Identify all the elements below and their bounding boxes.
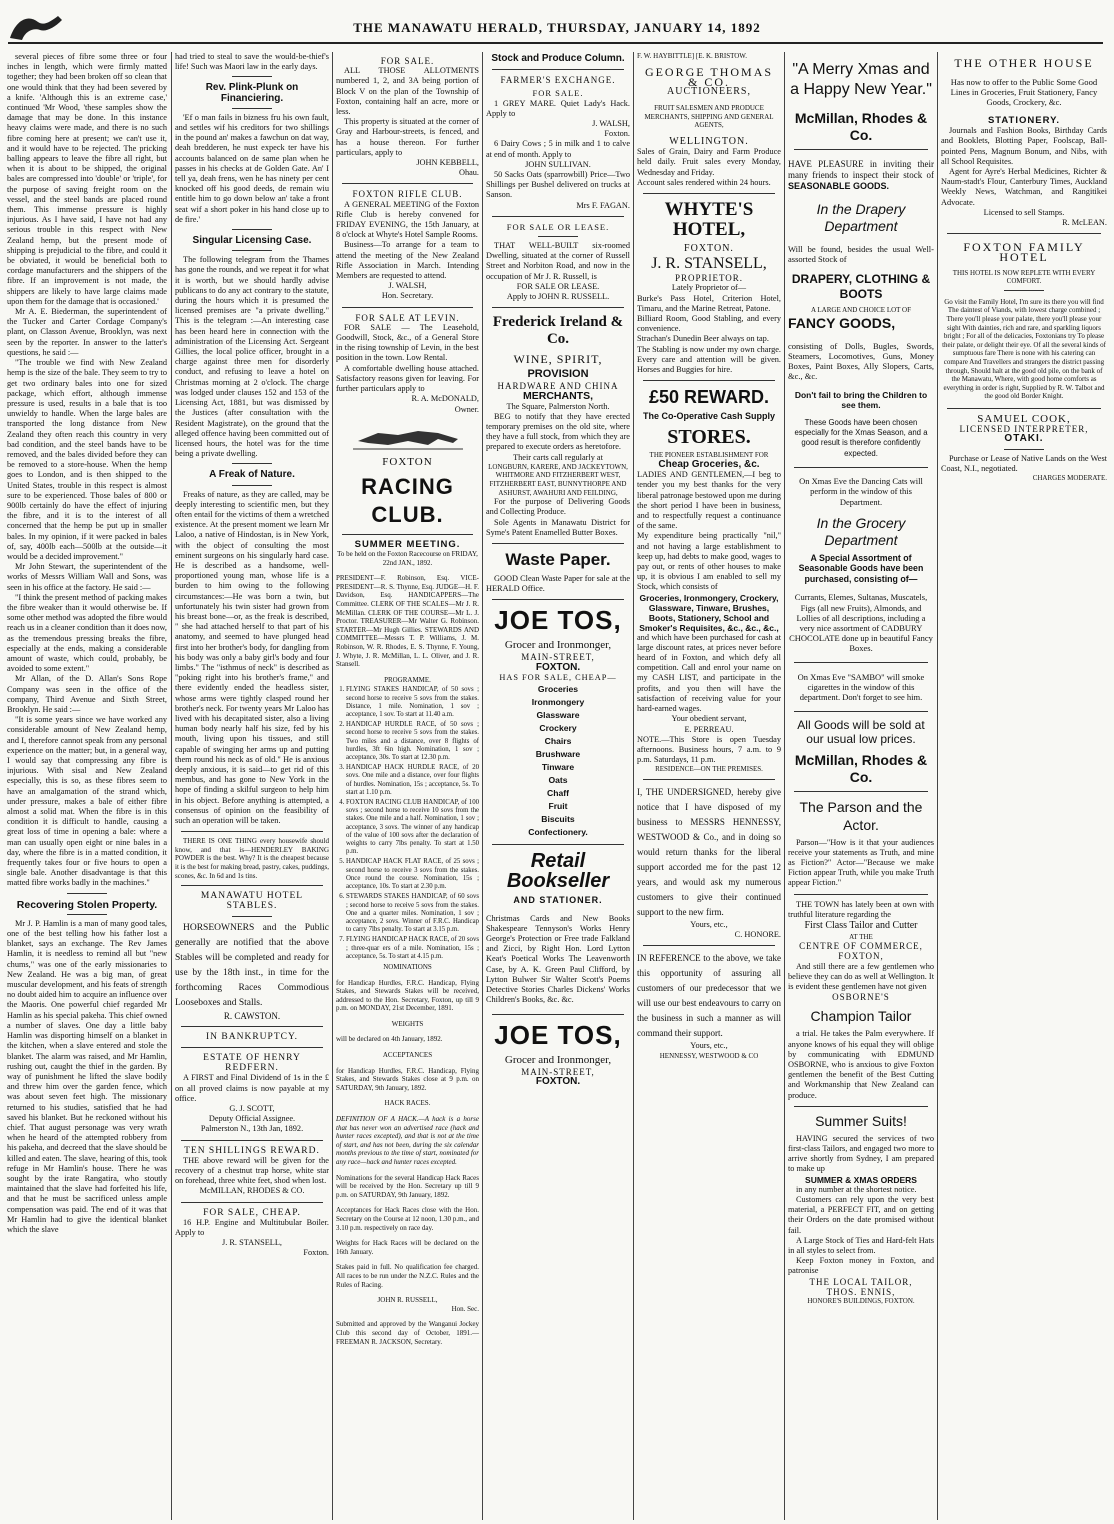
seasonable-goods-text: SEASONABLE GOODS. bbox=[788, 181, 890, 191]
notice-paragraph: for Handicap Hurdles, F.R.C. Handicap, Flying Stakes, and Stewards Stakes will be received, addressed to the Hon. Secretary, Foxton, up till 9 p.m. on MONDAY, 21st December, 1891. bbox=[336, 978, 479, 1013]
divider bbox=[232, 229, 272, 230]
signature: J. R. STANSELL, bbox=[222, 1238, 282, 1248]
street-line: MAIN-STREET, bbox=[521, 652, 595, 663]
signature: G. J. SCOTT, bbox=[229, 1104, 275, 1114]
race-item: 2. HANDICAP HURDLE RACE, of 50 sovs ; second horse to receive 5 sovs from the stakes. Two miles and a distance, over 8 flights of hurdles, 3ft 6in high. Nomination, 1 sov ; acceptance, 30s. To start at 12.30 p.m. bbox=[346, 721, 479, 762]
pioneer-line: THE PIONEER ESTABLISHMENT FOR bbox=[649, 451, 769, 460]
race-list bbox=[336, 686, 479, 961]
signature-title: Hon. Sec. bbox=[451, 1304, 479, 1313]
divider bbox=[181, 885, 323, 886]
divider bbox=[181, 831, 323, 832]
signature: R. McLEAN. bbox=[1062, 218, 1107, 228]
joe-tos-title: JOE TOS, bbox=[494, 1019, 622, 1050]
column-3 bbox=[333, 52, 482, 1520]
signature-place: Ohau. bbox=[458, 168, 479, 178]
goods-item: Biscuits bbox=[541, 814, 575, 825]
notice-paragraph: for Handicap Hurdles, F.R.C. Handicap, Flying Stakes, and Stewards Stakes close at 9 p.m. on SATURDAY, 9th January, 1892. bbox=[336, 1066, 479, 1092]
divider bbox=[232, 916, 272, 917]
provision-line: PROVISION bbox=[527, 368, 589, 381]
hack-races-title: HACK RACES. bbox=[384, 1099, 431, 1108]
headline-hotel-stables: MANAWATU HOTEL STABLES. bbox=[200, 891, 304, 912]
hotel-replete-line: THIS HOTEL IS NOW REPLETE WITH EVERY COMFORT. bbox=[952, 268, 1096, 286]
reward-notice: THE above reward will be given for the recovery of a chestnut trap horse, white star on forehead, three white feet, shod when lost. bbox=[175, 1155, 329, 1186]
fifty-pound-reward-title: £50 REWARD. bbox=[648, 387, 770, 408]
notice-paragraph: THAT WELL-BUILT six-roomed Dwelling, situated at the corner of Russell Street and Norbiton Road, and now in the occupation of Mr J. R. Russell, is bbox=[486, 241, 630, 281]
notice-paragraph: FOR SALE OR LEASE. bbox=[516, 281, 600, 291]
signature: J. WALSH, bbox=[388, 281, 427, 291]
goods-item: Crockery bbox=[539, 723, 577, 734]
article-paragraph: Mr Allan, of the D. Allan's Sons Rope Company was seen in the office of the company, Third Avenue and Sixth Street, Brooklyn. He said :— bbox=[7, 674, 167, 714]
divider bbox=[67, 893, 107, 894]
meeting-date: To be held on the Foxton Racecourse on FRIDAY, 22nd JAN., 1892. bbox=[337, 550, 478, 567]
summer-meeting-title: SUMMER MEETING. bbox=[354, 538, 461, 550]
signature: JOHN KEBBELL, bbox=[416, 158, 479, 168]
notice-paragraph: in any number at the shortest notice. bbox=[796, 1184, 917, 1194]
goods-item: Groceries bbox=[537, 684, 579, 695]
grocery-department-title: In the Grocery Department bbox=[816, 515, 906, 549]
notice-paragraph: Journals and Fashion Books, Birthday Cards and Booklets, Blotting Paper, Foolscap, Ball-pointed Pens, Magnum Bonum, and Nibs, with all School Requisites. bbox=[941, 126, 1107, 166]
sambo-notice: On Xmas Eve "SAMBO" will smoke cigarettes in the window of this department. Don't forget to see him. bbox=[797, 671, 925, 702]
signature-line: Your obedient servant, bbox=[671, 714, 747, 724]
parson-actor-title: The Parson and the Actor. bbox=[799, 798, 923, 833]
divider bbox=[492, 307, 624, 308]
drapery-department-title: In the Drapery Department bbox=[816, 201, 906, 234]
article-paragraph: Mr John Stewart, the superintendent of the works of Messrs William Wall and Sons, was seen in his office at the factory. He said :— bbox=[7, 562, 167, 592]
notice-paragraph: LADIES AND GENTLEMEN,—I beg to tender you my best thanks for the very liberal patronage bestowed upon me during the short period I have been in business, and to respectfully request a continuance of the same. bbox=[637, 470, 782, 531]
fancy-goods-title: FANCY GOODS, bbox=[788, 315, 896, 331]
article-paragraph: had tried to steal to save the would-be-thief's life! Such was Maori law in the early days. bbox=[175, 52, 329, 72]
family-hotel-title: FOXTON FAMILY HOTEL bbox=[963, 240, 1085, 265]
divider bbox=[1004, 290, 1044, 291]
column-6 bbox=[785, 52, 937, 1520]
race-item: 1. FLYING STAKES HANDICAP, of 50 sovs ; second horse to receive 5 sovs from the stakes. Distance, 1 mile. Nomination, 1 sov ; acceptance, 1 sov. To start at 11.40 a.m. bbox=[346, 686, 479, 719]
interpreter-line: LICENSED INTERPRETER, bbox=[959, 424, 1089, 435]
notice-paragraph: I, THE UNDERSIGNED, hereby give notice that I have disposed of my business to MESSRS HENNESSY, WESTWOOD & Co., and in doing so would return thanks for the liberal support accorded me for the past 12 years, and would ask my numerous customers to give their continued support to the new firm. bbox=[637, 786, 781, 917]
signature: JOHN SULLIVAN. bbox=[525, 159, 591, 169]
divider bbox=[67, 914, 107, 915]
goods-item: Ironmongery bbox=[531, 697, 585, 708]
notice-paragraph: Strachan's Dunedin Beer always on tap. bbox=[637, 334, 769, 344]
signature: R. A. McDONALD, bbox=[411, 394, 479, 404]
masthead-title: THE MANAWATU HERALD, THURSDAY, JANUARY 14, 1892 bbox=[353, 20, 761, 35]
notice-paragraph: Lately Proprietor of— bbox=[671, 283, 747, 293]
foxton-line: FOXTON. bbox=[684, 243, 734, 254]
notice-paragraph: IN REFERENCE to the above, we take this opportunity of assuring all customers of our predecessor that we will use our best endeavours to carry on the business in such a manner as will command their support. bbox=[637, 953, 781, 1039]
residence-line: RESIDENCE—ON THE PREMISES. bbox=[655, 765, 763, 774]
nominations-title: NOMINATIONS bbox=[383, 962, 432, 971]
headline-licensing-case: Singular Licensing Case. bbox=[192, 235, 312, 247]
notice-paragraph: For the purpose of Delivering Goods and Collecting Produce. bbox=[486, 497, 630, 517]
town-line: FOXTON. bbox=[535, 1075, 581, 1087]
cheap-groceries-line: Cheap Groceries, &c. bbox=[658, 459, 760, 471]
notice-paragraph: 50 Sacks Oats (sparrowbill) Price—Two Shillings per Bushel delivered on trucks at Sanson. bbox=[486, 170, 630, 200]
divider bbox=[181, 1026, 323, 1027]
masthead bbox=[0, 0, 1114, 52]
signature-place: Foxton. bbox=[303, 1248, 329, 1258]
notice-paragraph: Their carts call regularly at bbox=[513, 452, 603, 462]
other-house-title: THE OTHER HOUSE bbox=[954, 56, 1094, 70]
notice-paragraph: Purchase or Lease of Native Lands on the West Coast, N.I., negotiated. bbox=[941, 453, 1107, 473]
divider bbox=[794, 149, 928, 150]
signature: R. CAWSTON. bbox=[223, 1010, 281, 1021]
notice-paragraph: NOTE.—This Store is open Tuesday afternoons. Business hours, 7 a.m. to 9 p.m. Saturdays, 11 p.m. bbox=[637, 734, 781, 765]
goods-item: Confectionery. bbox=[528, 827, 588, 838]
notice-paragraph: FRUIT SALESMEN AND PRODUCE MERCHANTS, SHIPPING AND GENERAL AGENTS, bbox=[644, 104, 774, 130]
notice-paragraph: Account sales rendered within 24 hours. bbox=[637, 177, 771, 187]
notice-paragraph: Weights for Hack Races will be declared on the 16th January. bbox=[336, 1239, 479, 1256]
proprietor-name: J. R. STANSELL, bbox=[651, 255, 767, 273]
champion-tailor-title: Champion Tailor bbox=[810, 1008, 912, 1025]
column-1 bbox=[4, 52, 170, 1520]
goods-item: Brushware bbox=[535, 749, 581, 760]
goods-list bbox=[486, 683, 630, 839]
assortment-line: A Special Assortment of Seasonable Goods have been purchased, consisting of— bbox=[798, 553, 924, 584]
signature-title: Deputy Official Assignee. bbox=[208, 1114, 296, 1124]
hardware-line: HARDWARE AND CHINA bbox=[497, 381, 619, 392]
headline-sale-levin: FOR SALE AT LEVIN. bbox=[355, 312, 460, 323]
merry-xmas-title: "A Merry Xmas and a Happy New Year." bbox=[790, 61, 932, 98]
racing-club-title: RACING CLUB. bbox=[361, 473, 454, 527]
signature-date: Palmerston N., 13th Jan, 1892. bbox=[200, 1124, 304, 1134]
article-paragraph: Mr J. P. Hamlin is a man of many good tales, one of the best telling how his father lost a blanket, says an exchange. The Rev James Hamlin, it is needless to remind all but "new chums," was one of the early missionaries to New Zealand. He was a big man, of great muscular development, and his feats of strength no doubt aided him to acquire an influence over the Maoris. One powerful chief regarded Mr Hamlin as his special pakeha. This chief owned a number of slaves. One day a little baby Hamlin was disporting himself on a blanket in the kitchen, when a slave entered and stole the blanket. The alarm was raised, and Mr Hamlin, rushing out, caught the thief in the garden. By way of punishment he lifted the slave bodily and threw him over the garden fence, which was about seven feet high. The missionary returned to his studies, satisfied that he had saved his blanket. But he reckoned without his chief. That august personage was very wrath when he heard of the attempted robbery from his pakeha, and decreed that the slave should be killed and eaten. The slave, hearing of this, took refuge in Mr Hamlin's house. There he was sought by the irate Rangatira, who stoutly maintained that the slave had forfeited his life, and that he must be sacrificed unless ample compensation was paid. The end of it was that Mr Hamlin had to give the identical blanket which the slave bbox=[7, 918, 167, 1234]
notice-paragraph: 6 Dairy Cows ; 5 in milk and 1 to calve at end of month. Apply to bbox=[486, 139, 630, 159]
goods-item: Tinware bbox=[541, 762, 575, 773]
article-paragraph: "I think the present method of packing makes the fibre weaker than it would otherwise be. If some other method was adopted the fibre would reach us in a cleaner condition than it does now, as the tremendous pressing breaks the fibre, especially at the ends, making a considerable amount of waste, which could, probably, be avoided to some extent." bbox=[7, 592, 167, 674]
notice-paragraph: Agent for Ayre's Herbal Medicines, Richter & Naum-stadt's Flour, Canterbury Times, Auckland Weekly News, Watchman, and Rangitikei Advocate. bbox=[941, 167, 1107, 207]
notice-paragraph: Currants, Elemes, Sultanas, Muscatels, Figs (all new Fruits), Almonds, and Lollies of all descriptions, including a very nice assortment of CADBURY CHOCOLATE done up in beautiful Fancy Boxes. bbox=[789, 592, 933, 654]
notice-paragraph: Sales of Grain, Dairy and Farm Produce held daily. Fruit sales every Monday, Wednesday and Friday. bbox=[637, 147, 781, 177]
auctioneers-line: AUCTIONEERS, bbox=[667, 86, 751, 97]
divider bbox=[232, 108, 272, 109]
acceptances-title: ACCEPTANCES bbox=[382, 1051, 433, 1060]
race-item: 4. FOXTON RACING CLUB HANDICAP, of 100 sovs ; second horse to receive 10 sovs from the stakes. One mile and a half. Nomination, 1 sov ; acceptance, 3 sovs. The winner of any handicap of the value of 100 sovs after the declaration of weights to carry 7lbs penalty. To start at 1.50 p.m. bbox=[346, 799, 479, 856]
race-item: 6. STEWARDS STAKES HANDICAP, of 60 sovs ; second horse to receive 5 sovs from the stakes. One and a quarter miles. Nomination, 1 sov ; acceptance, 2 sovs. Winner of F.R.C. Handicap to carry 7lbs penalty. To start at 3.15 p.m. bbox=[346, 893, 479, 934]
town-line: FOXTON. bbox=[535, 661, 581, 673]
delivery-places: LONGBURN, KARERE, AND JACKEYTOWN, WHITMORE AND FITZHERBERT WEST, FITZHERBERT EAST, BUNNYTHORPE AND ASHURST, AWAHURI AND FEILDING, bbox=[488, 462, 628, 497]
hack-definition: DEFINITION OF A HACK.—A hack is a horse that has never won an advertised race (hack and hunter races excepted), and that is not at the time of start, and has not been, during the six calendar months previous to the time of start, nominated for any race—hack and hunter races excepted. bbox=[336, 1115, 479, 1167]
divider bbox=[492, 1014, 624, 1015]
divider bbox=[492, 599, 624, 600]
headline-stolen-property: Recovering Stolen Property. bbox=[16, 898, 158, 911]
for-sale-title: FOR SALE. bbox=[532, 88, 584, 99]
hotel-verse: Go visit the Family Hotel, I'm sure its there you will find The daintest of Viands, with lowest charge combined ; There you'll please your palate, there you'll please your sight With dainties, rich and rare, and sparkling liquors bright ; For all of the delicacies, Foxtonians try To please their palate, or delight their eye. Of all the several kinds of sumptuous fare There is none with his catering can compare And Travellers and strangers the district passing through, Should halt at the good old pile, on the bank of the Manawatu, Where, with good home comforts as everything in order is right, Supplied by R. W. Talbot and the good old Border Knight. bbox=[942, 297, 1106, 401]
book-list: Christmas Cards and New Books Shakespeare Tennyson's Works Henry George's Protection or Free trade Falkland and Zicci, by Right Hon. Lord Lytton Keat's Poetical Works The Leavenworth Case, by A. K. Green Paul Clifford, by Lytton Bulwer Sir Walter Scott's Poems Detective Stories Charles Dickens' Works Children's Books, &c. &c. bbox=[486, 913, 630, 1005]
article-paragraph: 'Ef o man fails in bizness fru his own fault, and settles wif his creditors for two shillings in the pound an' makes a fawchun on dat way, deah bredderen, he nust expeck ter have his accounts balanced on de same plan when he passes in his checks at de Golden Gate. An' I tell ya, deah frens, wen he has ninety per cent knocked off his good deeds, de remain wiu entitle him to go down below an' take a front seat wif a short poker in his hand close up to de fire.' bbox=[175, 112, 329, 224]
goods-item: Oats bbox=[548, 775, 568, 786]
article-paragraph: "It is some years since we have worked any considerable amount of New Zealand hemp, and I, therefore cannot speak from any personal experience on the matter; but, in a general way, I would say that compressing any fibre is injurious. With sisal and New Zealand especially, this is so, as these fibres seem to have an amalgamation of the strand which, under pressure, makes a bale of either fibre almost a solid mat. When the fibre is in this condition it is difficult to handle, causing a great loss of time in opening a bale: where a man can usually open eight or nine bales in a day, where the fibre is in a matted condition, it frequently takes four or five hours to open a single bale. Another disadvantage is that this matted fibre works badly in the machines." bbox=[7, 715, 167, 888]
first-class-tailor-line: First Class Tailor and Cutter bbox=[804, 920, 918, 932]
divider bbox=[643, 945, 775, 946]
dancing-cats-notice: On Xmas Eve the Dancing Cats will perform in the window of this Department. bbox=[799, 476, 923, 507]
divider bbox=[492, 844, 624, 845]
notice-paragraph: A comfortable dwelling house attached. Satisfactory reasons given for leaving. For further particulars apply to bbox=[336, 363, 479, 394]
osbornes-line: OSBORNE'S bbox=[832, 992, 890, 1003]
invitation-text: HAVE PLEASURE in inviting their many friends to inspect their stock of bbox=[788, 159, 934, 180]
notice-paragraph: a trial. He takes the Palm everywhere. If anyone knows of his equal they will oblige by communicating with EDMUND OSBORNE, who is anxious to give Foxton gentlemen the benefit of the Best Cutting and Workmanship that New Zealand can produce. bbox=[788, 1029, 934, 1100]
signature-line: Yours, etc., bbox=[690, 1041, 728, 1051]
headline-reward: TEN SHILLINGS REWARD. bbox=[184, 1145, 320, 1156]
divider bbox=[794, 467, 928, 468]
coop-line: The Co-Operative Cash Supply bbox=[642, 411, 776, 422]
agents-names: F. W. HAYBITTLE] [E. K. BRISTOW. bbox=[637, 52, 748, 60]
signature: E. PERREAU. bbox=[684, 724, 734, 734]
column-7 bbox=[938, 52, 1110, 1520]
sale-or-lease-title: FOR SALE OR LEASE. bbox=[506, 221, 610, 232]
article-paragraph: "The trouble we find with New Zealand hemp is the size of the bale. They seem to try to get two ordinary bales into one for sized package, which effort, although immense pressure is used, results in a bale that is too unwieldy to handle. When the large bales are transported the long distance from New Zealand they often reach this country in very bad condition, and the steel bands have to be removed, and the bales divided before they can be removed to a store-house. When the hemp goes to London, and is then shipped to the United States, trouble in this respect is almost sure to be experienced. Those bales of 800 or 900lb certainly do have the effect of injuring the fibre, and it is to the interest of all concerned that the hemp be put up in smaller bales. In my opinion, if it were packed in bales of, say, 400lb each—500lb at the outside—it would be a decided improvement." bbox=[7, 358, 167, 561]
mcmillan-rhodes-title: McMillan, Rhodes & Co. bbox=[794, 751, 928, 785]
headline-stock-produce: Stock and Produce Column. bbox=[491, 53, 625, 64]
divider bbox=[643, 380, 775, 381]
divider bbox=[794, 894, 928, 895]
notice-paragraph: Burke's Pass Hotel, Criterion Hotel, Timaru, and the Marine Retreat, Patone. bbox=[637, 293, 781, 313]
centre-commerce-line: CENTRE OF COMMERCE, FOXTON, bbox=[799, 941, 923, 962]
mcmillan-rhodes-title: McMillan, Rhodes & Co. bbox=[794, 110, 928, 143]
divider bbox=[643, 779, 775, 780]
divider bbox=[947, 233, 1101, 234]
notice-paragraph: will be declared on 4th January, 1892. bbox=[336, 1035, 443, 1044]
divider bbox=[794, 1106, 928, 1107]
goods-item: Fruit bbox=[548, 801, 568, 812]
notice-paragraph: Submitted and approved by the Wanganui Jockey Club this second day of October, 1891.—FREEMAN R. JACKSON, Secretary. bbox=[336, 1320, 479, 1346]
notice-paragraph: Acceptances for Hack Races close with the Hon. Secretary on the Course at 12 noon, 1.30 p.m., and 3.10 p.m. respectively on race day. bbox=[336, 1206, 479, 1232]
merchants-line: MERCHANTS, bbox=[523, 390, 593, 403]
signature: Mrs F. FAGAN. bbox=[576, 200, 630, 210]
drapery-clothing-boots-title: DRAPERY, CLOTHING & BOOTS bbox=[791, 272, 931, 302]
notice-paragraph: ALL THOSE ALLOTMENTS numbered 1, 2, and 3A being portion of Block V on the plan of the Township of Foxton, containing half an acre, more or less. bbox=[336, 66, 479, 117]
waste-paper-title: Waste Paper. bbox=[505, 550, 611, 570]
usual-low-prices-title: All Goods will be sold at our usual low prices. bbox=[797, 717, 925, 746]
notice-paragraph: Keep Foxton money in Foxton, and patronise bbox=[788, 1256, 934, 1276]
divider bbox=[492, 69, 624, 70]
notice-paragraph: Customers can rely upon the very best material, a PERFECT FIT, and on getting their Orders on the date promised without fail. bbox=[788, 1195, 934, 1235]
goods-item: Glassware bbox=[536, 710, 580, 721]
stores-title: STORES. bbox=[667, 426, 751, 449]
proprietor-line: PROPRIETOR. bbox=[674, 273, 744, 284]
goods-list: Groceries, Ironmongery, Crockery, Glassware, Tinware, Brushes, Boots, Stationery, School and Smoker's Requisites, &c., &c., &c., bbox=[639, 592, 779, 633]
goods-item: Chairs bbox=[544, 736, 572, 747]
divider bbox=[947, 408, 1101, 409]
retail-bookseller-title: Retail Bookseller bbox=[506, 850, 610, 893]
divider bbox=[232, 76, 272, 77]
frederick-ireland-title: Frederick Ireland & Co. bbox=[492, 314, 624, 348]
notice-paragraph: A Large Stock of Ties and Hard-felt Hats in all styles to select from. bbox=[788, 1235, 934, 1256]
notice-paragraph: Nominations for the several Handicap Hack Races will be received by the Hon. Secretary up till 9 p.m. on SATURDAY, 9th January, 1892. bbox=[336, 1173, 479, 1199]
divider bbox=[492, 543, 624, 544]
racehorse-icon bbox=[348, 421, 468, 451]
notice-paragraph: GOOD Clean Waste Paper for sale at the HERALD Office. bbox=[486, 574, 630, 594]
notice-paragraph: Apply to JOHN R. RUSSELL. bbox=[506, 292, 610, 302]
wellington-line: WELLINGTON. bbox=[669, 135, 749, 147]
divider bbox=[1004, 449, 1044, 450]
notice-paragraph: Sole Agents in Manawatu District for Syme's Patent Enamelled Butter Boxes. bbox=[486, 517, 630, 537]
engine-notice: 16 H.P. Engine and Multitubular Boiler. Apply to bbox=[175, 1217, 329, 1238]
notice-paragraph: This property is situated at the corner of Gray and Harbour-streets, is fenced, and has a house thereon. For further particulars, apply to bbox=[336, 117, 479, 157]
race-item: 7. FLYING HANDICAP HACK RACE, of 20 sovs ; three-quar ers of a mile. Nomination, 15s ; acceptance, 5s. To start at 4.15 p.m. bbox=[346, 936, 479, 961]
masthead-rule bbox=[8, 42, 1103, 44]
signature: JOHN R. RUSSELL, bbox=[377, 1296, 438, 1305]
headline-for-sale-cheap: FOR SALE, CHEAP. bbox=[203, 1207, 301, 1218]
club-officers: PRESIDENT—F. Robinson, Esq. VICE-PRESIDENT—R. S. Thynne, Esq. JUDGE—H. F. Davidson, Esq. HANDICAPPERS—The Committee. CLERK OF THE SCALES—Mr J. R. McMillan. CLERK OF THE COURSE—Mr L. J. Proctor. TREASURER—Mr Walter G. Robinson. STARTER—Mr Hugh Gillies. STEWARDS AND COMMITTEE—Messrs T. P. Williams, J. M. Robinson, W. R. Rhodes, E. S. Thynne, F. Young, J. Whyte, J. R. McMillan, L. L. Oliver, and J. R. Stansell. bbox=[336, 574, 479, 669]
has-for-sale-line: HAS FOR SALE, CHEAP— bbox=[499, 672, 617, 682]
notice-paragraph: consisting of Dolls, Bugles, Swords, Steamers, Locomotives, Guns, Money Boxes, Paint Boxes, Ally Slopers, Carts, &c., &c. bbox=[788, 340, 934, 382]
divider bbox=[538, 236, 578, 237]
weights-title: WEIGHTS bbox=[391, 1019, 424, 1028]
ennis-line: THOS. ENNIS, bbox=[826, 1286, 896, 1297]
notice-paragraph bbox=[788, 159, 934, 192]
racing-club-town: FOXTON bbox=[382, 455, 433, 468]
divider bbox=[342, 183, 473, 184]
race-item: 5. HANDICAP HACK FLAT RACE, of 25 sovs ; second horse to receive 3 sovs from the stakes. Once round the course. Nomination, 15s ; acceptance, 10s. To start at 2.30 p.m. bbox=[346, 858, 479, 891]
headline-rifle-club: FOXTON RIFLE CLUB. bbox=[352, 189, 463, 200]
whytes-hotel-title: WHYTE'S HOTEL, bbox=[664, 199, 754, 240]
signature-title: Owner. bbox=[454, 404, 479, 414]
notice-paragraph: THE TOWN has lately been at own with truthful literature regarding the bbox=[788, 899, 934, 919]
signature: C. HONORE. bbox=[734, 930, 781, 940]
notice-paragraph: Business—To arrange for a team to attend the meeting of the New Zealand Rifle Association in March. Intending Members are requested to attend. bbox=[336, 240, 479, 281]
article-paragraph: Mr A. E. Biederman, the superintendent of the Tucker and Carter Cordage Company's plant, on Classon Avenue, Brooklyn, was next seen by the reporter. In answer to the latter's questions, he said :— bbox=[7, 307, 167, 357]
at-the-line: AT THE bbox=[849, 932, 873, 941]
signature-line: Yours, etc., bbox=[690, 919, 728, 929]
notice-paragraph: HAVING secured the services of two first-class Tailors, and engaged two more to arrive shortly from Sydney, I am prepared to make up bbox=[788, 1133, 934, 1174]
divider bbox=[794, 791, 928, 792]
column-5 bbox=[634, 52, 784, 1520]
article-paragraph: The following telegram from the Thames has gone the rounds, and we repeat it for what it is worth, but we should hardly advise publicans to do any act contrary to the statute, during the hours which it is presumed the licensed premises are "a private dwelling." This is the telegram :—An interesting case has been heard here in connection with the administration of the Licensing Act. Sergeant Gillies, the local police officer, brought in a charge against three men for disorderly conduct, and refusing to leave a hotel on Christmas morning at 2 o'clock. The charge was lodged under clauses 152 and 153 of the Licensing Act, 1881, but was dismissed by the Justices (after consultation with the Resident Magistrate), on the ground that the alleged offence having been committed out of licensed hours, the hotel was for the time being a private dwelling. bbox=[175, 255, 329, 459]
divider bbox=[794, 662, 928, 663]
notice-paragraph: Parson—"How is it that your audiences receive your statements as Truth, and mine as Fiction?" Actor—"Because we make Fiction appear Truth, while you make Truth appear Fiction." bbox=[788, 837, 934, 888]
column-4 bbox=[483, 52, 633, 1520]
signature: J. WALSH, bbox=[592, 119, 630, 129]
george-thomas-title: GEORGE THOMAS & CO. bbox=[644, 64, 774, 89]
summer-orders-line: SUMMER & XMAS ORDERS bbox=[805, 1174, 917, 1185]
local-tailor-line: THE LOCAL TAILOR, bbox=[809, 1276, 913, 1287]
signature-place: Foxton. bbox=[604, 129, 630, 139]
divider bbox=[181, 1202, 323, 1203]
notice-paragraph: My expenditure being practically "nil," and not having a large establishment to keep up, had debts to make good, wages to pay out, or rents of other houses to make up, it is obvious I am enabled to sell my Stock, which consists of bbox=[637, 531, 781, 592]
large-lot-line: A LARGE AND CHOICE LOT OF bbox=[810, 306, 911, 315]
notice-paragraph: And still there are a few gentlemen who believe they can do as well at Wellington. It is evident these gentlemen have not given bbox=[788, 961, 934, 991]
signature: HENNESSY, WESTWOOD & CO bbox=[659, 1051, 759, 1060]
race-item: 3. HANDICAP HACK HURDLE RACE, of 20 sovs. One mile and a distance, over four flights of hurdles. Nomination, 15s ; acceptance, 5s. To start at 1.10 p.m. bbox=[346, 764, 479, 797]
stationer-line: AND STATIONER. bbox=[513, 895, 603, 906]
summer-suits-title: Summer Suits! bbox=[815, 1112, 907, 1129]
headline-estate: ESTATE OF HENRY REDFERN. bbox=[203, 1053, 301, 1074]
goods-item: Chaff bbox=[547, 788, 569, 799]
notice-paragraph: FOR SALE — The Leasehold, Goodwill, Stock, &c., of a General Store in the rising township of Levin, in the best position in the town. Low Rental. bbox=[336, 322, 479, 363]
samuel-cook-title: SAMUEL COOK, bbox=[977, 412, 1071, 425]
divider bbox=[232, 250, 272, 251]
grocer-line: Grocer and Ironmonger, bbox=[504, 639, 612, 652]
divider bbox=[232, 485, 272, 486]
divider bbox=[643, 193, 775, 194]
divider bbox=[492, 216, 624, 217]
charges-line: CHARGES MODERATE. bbox=[1032, 473, 1107, 482]
headline-for-sale: FOR SALE. bbox=[380, 56, 435, 66]
divider bbox=[181, 1140, 323, 1141]
divider bbox=[232, 463, 272, 464]
headline-bankruptcy: IN BANKRUPTCY. bbox=[206, 1031, 298, 1042]
programme-title: PROGRAMME. bbox=[384, 675, 431, 684]
headline-plink-plunk: Rev. Plink-Plunk on Financiering. bbox=[205, 82, 299, 104]
divider bbox=[342, 534, 473, 535]
notice-paragraph: 1 GREY MARE. Quiet Lady's Hack. Apply to bbox=[486, 98, 630, 118]
signature: McMILLAN, RHODES & CO. bbox=[199, 1186, 305, 1196]
stationery-title: STATIONERY. bbox=[987, 115, 1061, 126]
stables-notice: HORSEOWNERS and the Public generally are notified that the above Stables will be completed and ready for use by the 18th inst., in time for the forthcoming Races Commodious Looseboxes and Stalls. bbox=[175, 922, 329, 1008]
notice-paragraph: Has now to offer to the Public Some Good Lines in Groceries, Fruit Stationery, Fancy Goods, Crockery, &c. bbox=[950, 76, 1098, 108]
baking-powder-notice: THERE IS ONE THING every housewife should know, and that is—HENDERLEY BAKING POWDER is the best. Why? It is the cheapest because it is the best for making bread, pastry, cakes, puddings, scones, &c. In 6d and 1s tins. bbox=[175, 837, 329, 880]
street-line: MAIN-STREET, bbox=[521, 1066, 595, 1077]
otaki-line: OTAKI. bbox=[1004, 433, 1044, 445]
wine-spirit-line: WINE, SPIRIT, bbox=[513, 352, 603, 367]
address-line: The Square, Palmerston North. bbox=[506, 401, 610, 411]
stamps-line: Licensed to sell Stamps. bbox=[983, 207, 1065, 217]
notice-paragraph: and which have been purchased for cash at large discount rates, at prices never before heard of in Foxton, and which defy all competition. Call and enrol your name on my CASH LIST, and participate in the profits, and you then will have the satisfaction of receiving value for your hard-earned wages. bbox=[637, 632, 781, 714]
signature-title: Hon. Secretary. bbox=[381, 291, 434, 301]
article-paragraph: Freaks of nature, as they are called, may be deeply interesting to scientific men, but they often entail for the victims of them a wretched existence. At the present moment we learn Mr Laloo, a native of Hindostan, is in New York, with the object of consulting the most eminent surgeons on his singularly hard case. He is described as a handsome, well-proportioned young man, whose life is a burden to him owing to the following circumstances:—He was born a twin, but unfortunately his twin sister had grown from his breast bone—or, as the freak is described, " she had attached herself to that part of his anatomy, and seemed to have plunged head first into her brother's body, for dangling from his body was only a baby girl's body and four limbs." The "isthmus of neck" is described as "poking right into his brother's frame," and there evidently ended the headless sister, whose arms were tightly clasped round her brother's neck. For twenty years Mr Laloo has lived with his decapitated sister, also a living human body nearly half his size, fed by his mouth, living upon his tissues, and still capable of swinging her arms up and putting them round his neck as of old." He is anxious deeply anxious, it is said—to get rid of this membus, and has gone to New York in the hope of finding a skilful surgeon to help him in his object. Before anything is attempted, a consensus of opinion on the feasibility of such an operation will be taken. bbox=[175, 489, 329, 826]
headline-freak-of-nature: A Freak of Nature. bbox=[209, 469, 295, 481]
notice-paragraph: Will be found, besides the usual Well-assorted Stock of bbox=[788, 243, 934, 264]
farmers-exchange-title: FARMER'S EXCHANGE. bbox=[500, 75, 616, 86]
joe-tos-title: JOE TOS, bbox=[494, 605, 622, 636]
divider bbox=[794, 711, 928, 712]
divider bbox=[181, 1047, 323, 1048]
dividend-notice: A FIRST and Final Dividend of 1s in the £ on all proved claims is now payable at my office. bbox=[175, 1073, 329, 1103]
grocer-line: Grocer and Ironmonger, bbox=[504, 1053, 612, 1066]
notice-paragraph: Billiard Room, Good Stabling, and every convenience. bbox=[637, 314, 781, 334]
notice-paragraph: BEG to notify that they have erected temporary premises on the old site, where they have a full stock, from which they are prepared to execute orders as heretofore. bbox=[486, 411, 630, 452]
column-2 bbox=[172, 52, 332, 1520]
notice-paragraph: A GENERAL MEETING of the Foxton Rifle Club is hereby convened for FRIDAY EVENING, the 15th January, at 8 o'clock at Whyte's Hotel Sample Rooms. bbox=[336, 199, 479, 240]
notice-paragraph: These Goods have been chosen especially for the Xmas Season, and a good result is therefore confidently expected. bbox=[794, 418, 928, 458]
address-line: HONORE'S BUILDINGS, FOXTON. bbox=[807, 1297, 915, 1306]
notice-paragraph: The Stabling is now under my own charge. Every care and attention will be given. Horses and Buggies for hire. bbox=[637, 344, 781, 375]
divider bbox=[342, 307, 473, 308]
article-paragraph: several pieces of fibre some three or four inches in length, which were firmly matted together; they had been broken off so clean that one would think that they had been severed by a knife. 'Although this is an extreme case,' continued 'Mr Wood, 'these samples show the damage that may be done. In this instance heavy claims were made, and there is no such fibre coming here at present; we can't use it, and it would have to be rejected. The pricking balling appears to leave the fibre all right, but when it is about to be shipped, the original bales are compressed into 'double' or 'triple', for the purpose of saving freight room on the vessel, and the steel bands are placed round them. This immense pressure is highly injurious. As I have said, I have not had any serious trouble in this respect with New Zealand hemp, but the present mode of shipping is prejudicial to the fibre, and could it be obviated, it would be beneficial both to cordage manufacturers and the shippers of the fibre. If an improvement is not made, the shippers are likely to have large claims made upon them for the damage that is occasioned.' bbox=[7, 52, 167, 306]
notice-paragraph: Stakes paid in full. No qualification fee charged. All races to be run under the N.Z.C. Rules and the Rules of Racing. bbox=[336, 1263, 479, 1289]
children-line: Don't fail to bring the Children to see them. bbox=[794, 389, 928, 411]
